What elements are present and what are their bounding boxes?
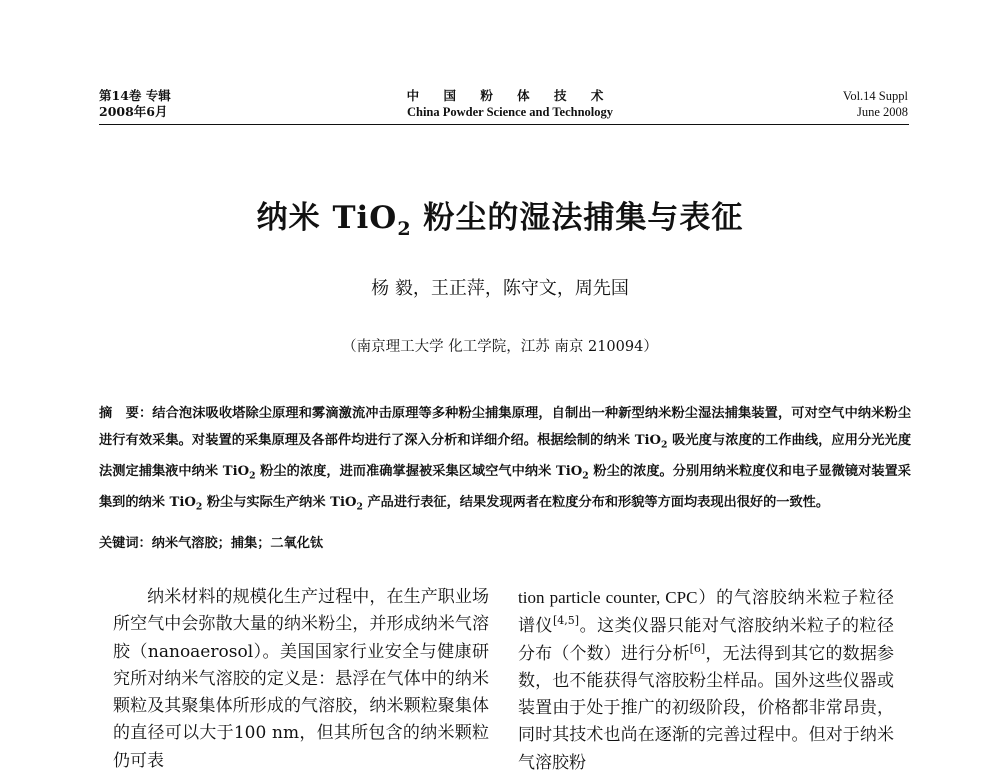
abstract-sub-5: 2 — [356, 501, 363, 513]
keywords-text: 纳米气溶胶；捕集；二氧化钛 — [151, 536, 324, 551]
abstract-text-5: 粉尘与实际生产纳米 TiO — [202, 494, 357, 510]
body-right-text-a: tion particle counter, CPC）的气溶胶纳米粒子粒径谱仪 — [518, 588, 894, 636]
journal-name-en: China Powder Science and Technology — [406, 105, 614, 119]
header-volume-en-block — [780, 88, 908, 120]
header-rule — [99, 124, 909, 125]
paper-title — [0, 192, 1000, 240]
title-part1: 纳米 TiO — [256, 200, 398, 236]
affiliation: （南京理工大学 化工学院，江苏 南京 210094） — [342, 339, 658, 355]
abstract-text-3: 粉尘的浓度，进而准确掌握被采集区域空气中纳米 TiO — [255, 463, 583, 479]
abstract-label: 摘 要： — [99, 406, 153, 421]
body-right-text-c: ，无法得到其它的数据参数，也不能获得气溶胶粉尘样品。国外这些仪器或装置由于处于推广的初级阶段，价格都非常昂贵，同时其技术也尚在逐渐的完善过程中。但对于纳米气溶胶粉 — [518, 643, 895, 773]
header-journal-block — [300, 88, 720, 120]
abstract-sub-2: 2 — [249, 470, 256, 482]
abstract — [99, 401, 911, 521]
abstract-sub-4: 2 — [195, 501, 203, 513]
header-volume-block — [99, 88, 171, 120]
author-list: 杨 毅，王正萍，陈守文，周先国 — [371, 278, 629, 299]
citation-6: [6] — [689, 641, 706, 655]
abstract-sub-3: 2 — [582, 470, 589, 482]
journal-name-cn: 中 国 粉 体 技 术 — [406, 88, 614, 103]
keywords-label: 关键词： — [99, 536, 152, 551]
body-column-right — [518, 584, 894, 777]
abstract-text-2: 吸光度与浓度的工作曲线，应用分光光度法测定捕集液中纳米 TiO — [99, 432, 912, 479]
volume-en: Vol.14 Suppl — [842, 89, 908, 103]
body-right-text-b: 。这类仪器只能对气溶胶纳米粒子的粒径分布（个数）进行分析 — [518, 616, 895, 664]
citation-4-5: [4,5] — [553, 614, 580, 628]
date-cn: 2008年6月 — [99, 104, 168, 119]
date-en: June 2008 — [856, 105, 908, 119]
body-column-left — [113, 584, 489, 775]
keywords — [99, 533, 323, 555]
abstract-sub-1: 2 — [661, 439, 668, 451]
title-part2: 粉尘的湿法捕集与表征 — [411, 200, 744, 236]
body-left-text: 纳米材料的规模化生产过程中，在生产职业场所空气中会弥散大量的纳米粉尘，并形成纳米气溶胶（nanoaerosol）。美国国家行业安全与健康研究所对纳米气溶胶的定义是：悬浮在气体中的纳米颗粒及其聚集体所形成的气溶胶，纳米颗粒聚集体的直径可以大于100 nm，但其所包含的纳米颗粒仍可表 — [113, 587, 489, 771]
abstract-text-4: 粉尘的浓度。分别用纳米粒度仪和电子显微镜对装置采集到的纳米 TiO — [99, 463, 911, 510]
volume-cn: 第14卷 专辑 — [99, 88, 171, 103]
title-subscript: 2 — [397, 218, 412, 241]
abstract-text-6: 产品进行表征，结果发现两者在粒度分布和形貌等方面均表现出很好的一致性。 — [362, 494, 830, 510]
abstract-text-1: 结合泡沫吸收塔除尘原理和雾滴激流冲击原理等多种粉尘捕集原理，自制出一种新型纳米粉尘湿法捕集装置，可对空气中纳米粉尘进行有效采集。对装置的采集原理及各部件均进行了深入分析和详细介绍。根据绘制的纳米 TiO — [99, 406, 912, 448]
